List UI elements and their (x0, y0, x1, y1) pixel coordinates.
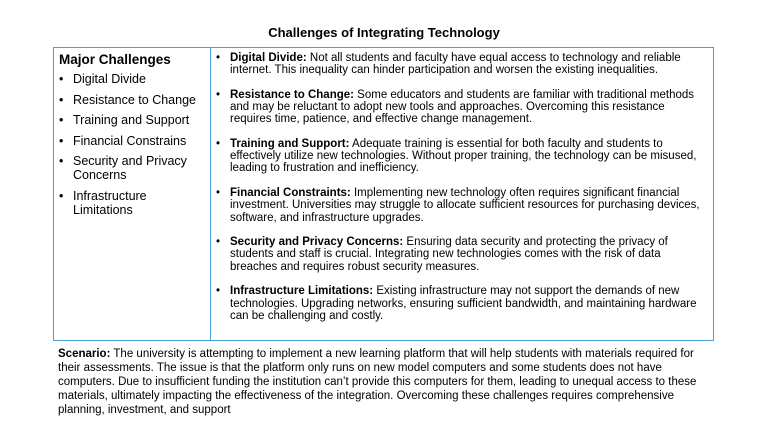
bullet-icon: • (59, 72, 64, 86)
list-item (59, 134, 206, 148)
bullet-icon: • (59, 188, 64, 203)
challenge-detail-financial-constraints (214, 187, 707, 224)
challenge-detail-digital-divide (214, 52, 707, 76)
challenge-term: Infrastructure Limitations: (230, 285, 374, 298)
scenario-label: Scenario: (58, 348, 111, 360)
challenge-detail-training-and-support (214, 138, 707, 175)
bullet-icon: • (216, 138, 221, 151)
challenge-term: Security and Privacy Concerns: (230, 236, 404, 249)
challenges-table (53, 47, 714, 341)
bullet-icon: • (216, 52, 221, 64)
challenge-details-column (211, 48, 713, 340)
list-item-label: Infrastructure Limitations (73, 188, 147, 217)
bullet-icon: • (216, 285, 221, 298)
challenge-description: Not all students and faculty have equal access to technology and reliable internet. This inequality can hinder participation and worsen the existing inequalities. (230, 52, 681, 77)
challenge-description: Existing infrastructure may not support the demands of new technologies. Upgrading networks, ensuring sufficient bandwidth, and maintaining hardware can be challenging and costly. (230, 285, 697, 322)
challenge-detail-resistance-to-change (214, 89, 707, 126)
challenge-details-list (214, 52, 707, 322)
list-item-label: Resistance to Change (73, 92, 196, 107)
bullet-icon: • (59, 133, 64, 148)
list-item (59, 189, 206, 217)
scenario-paragraph (58, 347, 714, 417)
list-item-label: Security and Privacy Concerns (73, 154, 187, 182)
major-challenges-column (54, 48, 211, 340)
challenge-term: Resistance to Change: (230, 88, 354, 101)
list-item-label: Financial Constrains (73, 133, 187, 148)
bullet-icon: • (216, 88, 221, 101)
challenge-term: Training and Support: (230, 138, 350, 151)
major-challenges-list (59, 72, 206, 217)
challenge-term: Digital Divide: (230, 52, 307, 64)
bullet-icon: • (59, 113, 64, 127)
challenge-detail-security-privacy (214, 236, 707, 273)
challenge-description: Implementing new technology often requires significant financial investment. Universities may struggle to allocate sufficient resources for purchasing devices, software, and infrastructure upgrades. (230, 187, 700, 224)
challenge-description: Adequate training is essential for both faculty and students to effectively utilize new technologies. Without proper training, the technology can be misused, leading to frustration and inefficiency. (230, 138, 697, 175)
challenge-detail-infrastructure (214, 285, 707, 322)
scenario-text: The university is attempting to implement a new learning platform that will help students with materials required for their assessments. The issue is that the platform only runs on new model computers and some students does not have computers. Due to insufficient funding the institution can’t provide this computers for them, leading to unequal access to these materials, ultimately impacting the effectiveness of the integration. Overcoming these challenges requires comprehensive planning, investment, and support (58, 348, 697, 416)
major-challenges-heading: Major Challenges (59, 52, 171, 67)
list-item-label: Training and Support (73, 113, 190, 127)
bullet-icon: • (59, 92, 64, 107)
list-item-label: Digital Divide (73, 72, 146, 86)
list-item (59, 113, 206, 127)
challenge-description: Ensuring data security and protecting the privacy of students and staff is crucial. Integrating new technologies comes with the risk of data breaches and requires robust security measures. (230, 236, 668, 273)
bullet-icon: • (216, 187, 221, 200)
page-title: Challenges of Integrating Technology (268, 25, 500, 40)
challenge-description: Some educators and students are familiar with traditional methods and may be reluctant to adopt new tools and approaches. Overcoming this resistance requires time, patience, and effective change management. (230, 88, 695, 126)
challenge-term: Financial Constraints: (230, 187, 351, 200)
list-item (59, 154, 206, 182)
bullet-icon: • (216, 236, 221, 249)
list-item (59, 93, 206, 107)
list-item (59, 72, 206, 86)
bullet-icon: • (59, 154, 64, 168)
